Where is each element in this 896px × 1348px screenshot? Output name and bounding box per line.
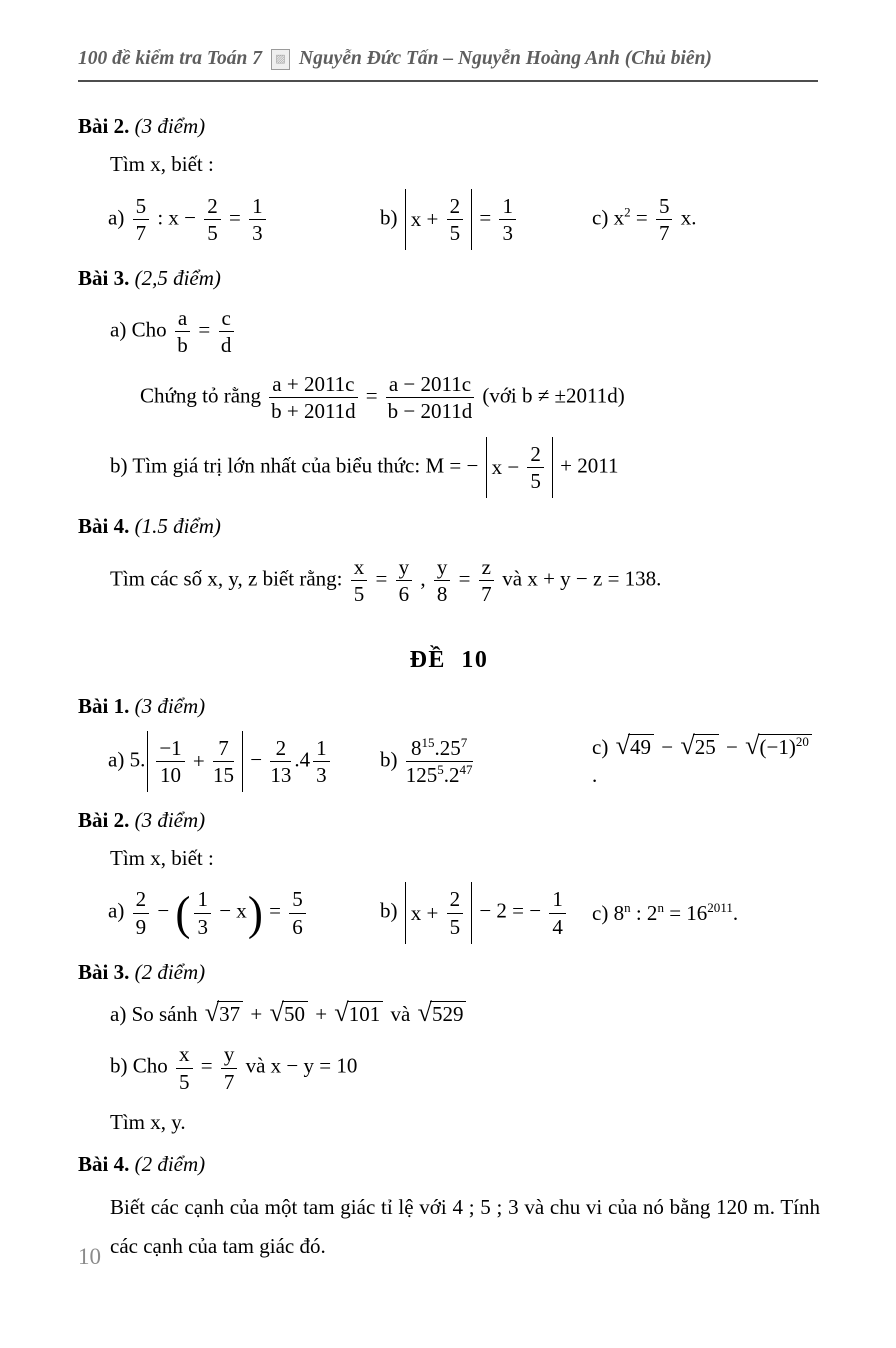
math-text: a) 5.: [108, 746, 146, 771]
problem-points: (2,5 điểm): [129, 265, 221, 290]
paragraph: Tìm x, y.: [110, 1109, 186, 1134]
math-text: x: [179, 1042, 190, 1067]
math-row: [108, 882, 820, 943]
superscript: 7: [460, 734, 468, 750]
math-text: 7: [135, 220, 147, 245]
numerator: [447, 194, 464, 220]
denominator: [221, 1069, 238, 1094]
denominator: [479, 581, 494, 606]
radicand: [217, 1001, 243, 1027]
problem-heading: [78, 512, 820, 540]
denominator: [386, 398, 474, 423]
math-text: x +: [410, 900, 444, 925]
math-text: Chứng tỏ rằng: [140, 383, 267, 408]
math-text: : x −: [152, 205, 202, 230]
math-text: 37: [219, 1002, 241, 1027]
math-cell: [108, 194, 380, 245]
math-text: = 16: [663, 900, 708, 925]
fraction: [549, 887, 566, 938]
math-text: =: [223, 205, 247, 230]
square-root: [680, 730, 718, 760]
problem-heading: [78, 1150, 820, 1178]
superscript: 20: [795, 733, 809, 749]
math-text: 49: [630, 734, 651, 759]
math-text: y: [436, 554, 448, 579]
fraction: [434, 555, 451, 606]
math-line: [140, 372, 820, 423]
math-text: 2: [135, 887, 147, 912]
math-text: 125: [405, 762, 438, 787]
radicand: [628, 734, 654, 760]
math-text: +: [245, 1002, 268, 1027]
numerator: [175, 306, 190, 332]
denominator: [133, 914, 150, 939]
problem-heading: [78, 264, 820, 292]
fraction: [479, 555, 494, 606]
math-text: b): [380, 898, 403, 923]
math-text: ,: [415, 565, 431, 590]
math-text: 10: [160, 762, 181, 787]
math-text: =: [474, 205, 497, 230]
math-text: =: [195, 1053, 218, 1078]
radical-icon: √: [417, 998, 432, 1028]
math-cell: [592, 899, 820, 927]
math-text: =: [370, 565, 393, 590]
math-text: a: [177, 306, 188, 331]
math-text: 1: [252, 193, 263, 218]
numerator: [156, 736, 184, 762]
paragraph: Biết các cạnh của một tam giác tỉ lệ với 4 ; 5 ; 3 và chu vi của nó bằng 120 m. Tính các cạnh của tam giác đó.: [110, 1195, 820, 1259]
math-row: [108, 189, 820, 250]
math-text: 5: [449, 220, 461, 245]
superscript: 5: [437, 761, 444, 777]
math-text: 25: [694, 734, 716, 759]
denominator: [447, 220, 464, 245]
numerator: [434, 555, 451, 581]
paragraph: Tìm x, biết :: [110, 846, 214, 871]
denominator: [351, 581, 368, 606]
denominator: [313, 762, 330, 787]
math-text: y: [398, 554, 410, 579]
math-line: [110, 1000, 820, 1028]
fraction: [527, 442, 544, 493]
fraction: [270, 736, 291, 787]
denominator: [289, 914, 306, 939]
numerator: [499, 194, 516, 220]
math-text: 2: [207, 193, 218, 218]
math-text: −: [152, 898, 175, 923]
numerator: [351, 555, 368, 581]
numerator: [176, 1042, 193, 1068]
math-text: 3: [316, 762, 327, 787]
math-text: .2: [443, 762, 460, 787]
math-text: 2: [449, 887, 461, 912]
denominator: [194, 914, 211, 939]
numerator: [213, 736, 234, 762]
denominator: [270, 762, 291, 787]
exam-title: ĐỀ 10: [409, 646, 489, 673]
math-text: +: [309, 1002, 333, 1027]
denominator: [204, 220, 221, 245]
math-text: a): [108, 898, 130, 923]
denominator: [447, 914, 464, 939]
math-text: 5: [530, 469, 541, 494]
numerator: [313, 736, 330, 762]
numerator: [194, 887, 211, 913]
numerator: [133, 887, 150, 913]
math-text: 50: [283, 1002, 305, 1027]
math-text: và: [385, 1002, 416, 1027]
numerator: [549, 887, 566, 913]
radicand: [758, 734, 812, 760]
math-text: 7: [658, 220, 670, 245]
math-line: [110, 437, 820, 498]
problem-label: Bài 3.: [78, 959, 130, 984]
math-text: c: [221, 306, 231, 331]
fraction: [313, 736, 330, 787]
header-authors: Nguyễn Đức Tấn – Nguyễn Hoàng Anh (Chủ biên): [299, 48, 712, 69]
denominator: [499, 220, 516, 245]
denominator: [213, 762, 234, 787]
problem-points: (3 điểm): [129, 694, 206, 719]
numerator: [479, 555, 494, 581]
numerator: [656, 194, 673, 220]
math-text: 5: [179, 1069, 190, 1094]
problem-label: Bài 4.: [78, 514, 130, 539]
superscript: 2011: [707, 899, 733, 915]
radicand: [430, 1001, 467, 1027]
problem-heading: [78, 692, 820, 720]
math-text: a) Cho: [110, 317, 172, 342]
math-text: : 2: [630, 900, 658, 925]
denominator: [133, 220, 150, 245]
radical-icon: √: [334, 998, 349, 1028]
math-text: .25: [434, 735, 461, 760]
problem-label: Bài 3.: [78, 265, 130, 290]
math-line: [110, 555, 820, 606]
math-text: − 2 = −: [474, 898, 547, 923]
math-line: [110, 306, 820, 357]
fraction: [133, 887, 150, 938]
fraction: [406, 736, 473, 787]
math-line: [110, 1042, 820, 1093]
math-text: (−1): [759, 734, 796, 759]
math-text: 6: [292, 914, 303, 939]
problem-points: (3 điểm): [129, 807, 206, 832]
radicand: [282, 1001, 308, 1027]
denominator: [175, 332, 190, 357]
radical-icon: √: [269, 998, 284, 1028]
math-text: =: [193, 317, 216, 342]
math-text: 5: [207, 220, 218, 245]
math-cell: [380, 882, 592, 943]
fraction: [249, 194, 266, 245]
fraction: [351, 555, 368, 606]
math-cell: [592, 194, 820, 245]
math-text: 3: [252, 220, 263, 245]
numerator: [269, 372, 357, 398]
fraction: [219, 306, 234, 357]
math-text: b − 2011d: [387, 398, 473, 423]
math-text: +: [187, 748, 211, 773]
math-text: 4: [552, 914, 563, 939]
math-text: =: [630, 205, 653, 230]
math-text: b): [380, 746, 403, 771]
book-icon: ▨: [271, 49, 290, 70]
denominator: [396, 581, 413, 606]
numerator: [396, 555, 413, 581]
numerator: [270, 736, 291, 762]
math-text: Tìm các số x, y, z biết rằng:: [110, 565, 348, 590]
fraction: [204, 194, 221, 245]
math-text: a): [108, 205, 130, 230]
math-text: c): [592, 734, 614, 759]
math-text: b): [380, 205, 403, 230]
denominator: [434, 581, 451, 606]
problem-points: (3 điểm): [129, 114, 206, 138]
math-text: − x: [213, 898, 247, 923]
math-text: x.: [675, 205, 697, 230]
square-root: [270, 1000, 308, 1027]
math-text: 1: [316, 735, 327, 760]
math-text: 7: [218, 735, 229, 760]
numerator: [386, 372, 474, 398]
math-text: a + 2011c: [272, 371, 355, 396]
math-text: 6: [398, 581, 410, 606]
math-text: 1: [552, 887, 563, 912]
math-text: 2: [530, 441, 541, 466]
denominator: [249, 220, 266, 245]
numerator: [527, 442, 544, 468]
math-text: x −: [491, 455, 525, 480]
fraction: [499, 194, 516, 245]
math-text: 15: [213, 762, 235, 787]
math-text: −1: [159, 735, 182, 760]
math-text: .: [732, 900, 739, 925]
math-text: x: [353, 554, 365, 579]
paragraph: Tìm x, biết :: [110, 152, 214, 177]
square-root: [418, 1000, 467, 1027]
fraction: [656, 194, 673, 245]
math-text: a − 2011c: [388, 371, 472, 396]
square-root: [205, 1000, 243, 1027]
math-text: 7: [481, 581, 492, 606]
superscript: 47: [459, 761, 473, 777]
denominator: [549, 914, 566, 939]
math-text: −: [720, 734, 744, 759]
math-text: 7: [223, 1069, 235, 1094]
problem-points: (1.5 điểm): [129, 514, 221, 539]
denominator: [156, 762, 184, 787]
math-text: b) Tìm giá trị lớn nhất của biểu thức: M = −: [110, 453, 484, 478]
math-text: 5: [449, 914, 461, 939]
math-text: y: [223, 1042, 235, 1067]
math-cell: a) $\frac{2}{9}$ − ( $\frac{1}{3}$ − x) = $\frac{5}{6}$: [108, 887, 380, 938]
math-text: 5: [135, 193, 147, 218]
denominator: [219, 332, 234, 357]
fraction: [175, 306, 190, 357]
math-text: 5: [353, 581, 365, 606]
numerator: [221, 1042, 238, 1068]
math-cell: [380, 736, 592, 787]
math-text: 101: [348, 1002, 381, 1027]
math-text: =: [453, 565, 476, 590]
superscript: 2: [624, 204, 631, 220]
fraction: [156, 736, 184, 787]
math-text: 2: [449, 193, 461, 218]
superscript: n: [624, 899, 631, 915]
fraction: [269, 372, 357, 423]
fraction: [221, 1042, 238, 1093]
math-text: 529: [431, 1002, 464, 1027]
numerator: [133, 194, 150, 220]
problem-label: Bài 4.: [78, 1152, 130, 1177]
math-text: 8: [436, 581, 448, 606]
denominator: [406, 762, 473, 787]
problem-label: Bài 2.: [78, 807, 130, 832]
math-text: −: [245, 746, 268, 771]
content: [78, 98, 820, 1266]
radical-icon: √: [680, 730, 695, 760]
page-number: 10: [78, 1244, 101, 1269]
denominator: [269, 398, 357, 423]
superscript: 15: [421, 734, 435, 750]
math-text: và x + y − z = 138.: [497, 565, 662, 590]
absolute-value-bars: [405, 189, 472, 250]
math-text: b: [177, 333, 188, 358]
math-text: 1: [197, 887, 208, 912]
math-text: + 2011: [554, 453, 619, 478]
math-text: c) x: [592, 205, 625, 230]
math-text: 3: [197, 914, 208, 939]
math-text: và x − y = 10: [240, 1053, 358, 1078]
math-text: d: [220, 333, 232, 358]
math-text: (với b ≠ ±2011d): [477, 383, 625, 408]
math-cell: [380, 189, 592, 250]
numerator: [219, 306, 234, 332]
absolute-value-bars: [486, 437, 553, 498]
denominator: [656, 220, 673, 245]
denominator: [527, 468, 544, 493]
math-text: b) Cho: [110, 1053, 173, 1078]
header-book-title: 100 đề kiểm tra Toán 7: [78, 48, 262, 69]
math-text: a) So sánh: [110, 1002, 203, 1027]
math-text: 5: [658, 193, 670, 218]
superscript: n: [657, 899, 664, 915]
math-text: b + 2011d: [271, 398, 356, 423]
fraction: [176, 1042, 193, 1093]
problem-label: Bài 1.: [78, 694, 130, 719]
math-text: 3: [502, 220, 513, 245]
math-text: =: [263, 898, 287, 923]
fraction: [447, 194, 464, 245]
math-text: 9: [135, 914, 147, 939]
radical-icon: √: [204, 998, 220, 1028]
numerator: [406, 736, 473, 762]
problem-heading: [78, 958, 820, 986]
math-text: .: [592, 734, 820, 788]
math-text: −: [656, 734, 679, 759]
math-cell: [108, 731, 380, 792]
fraction: [289, 887, 306, 938]
square-root: [745, 730, 812, 760]
square-root: [615, 730, 654, 760]
problem-points: (2 điểm): [129, 959, 206, 984]
math-cell: [592, 730, 820, 790]
page-header: [78, 48, 818, 82]
fraction: [447, 887, 464, 938]
problem-heading: [78, 806, 820, 834]
fraction: [386, 372, 474, 423]
fraction: [213, 736, 234, 787]
fraction: [194, 887, 211, 938]
fraction: [396, 555, 413, 606]
math-text: 13: [270, 762, 292, 787]
math-text: =: [360, 383, 383, 408]
math-text: 2: [275, 735, 287, 760]
math-text: x +: [410, 207, 444, 232]
math-text: .4: [294, 746, 311, 771]
denominator: [176, 1069, 193, 1094]
square-root: [334, 1000, 383, 1027]
numerator: [447, 887, 464, 913]
radical-icon: √: [615, 730, 630, 760]
math-text: z: [481, 554, 491, 579]
math-row: [108, 731, 820, 792]
math-text: c) 8: [592, 900, 625, 925]
radicand: [347, 1001, 384, 1027]
numerator: [204, 194, 221, 220]
problem-heading: [78, 112, 820, 140]
fraction: [133, 194, 150, 245]
numerator: [249, 194, 266, 220]
absolute-value-bars: [147, 731, 243, 792]
problem-points: (2 điểm): [129, 1152, 206, 1177]
numerator: [289, 887, 306, 913]
absolute-value-bars: [405, 882, 472, 943]
math-text: 1: [502, 193, 513, 218]
problem-label: Bài 2.: [78, 114, 130, 138]
radical-icon: √: [745, 730, 760, 760]
math-text: 8: [411, 735, 422, 760]
radicand: [693, 734, 719, 760]
math-text: 5: [292, 887, 303, 912]
